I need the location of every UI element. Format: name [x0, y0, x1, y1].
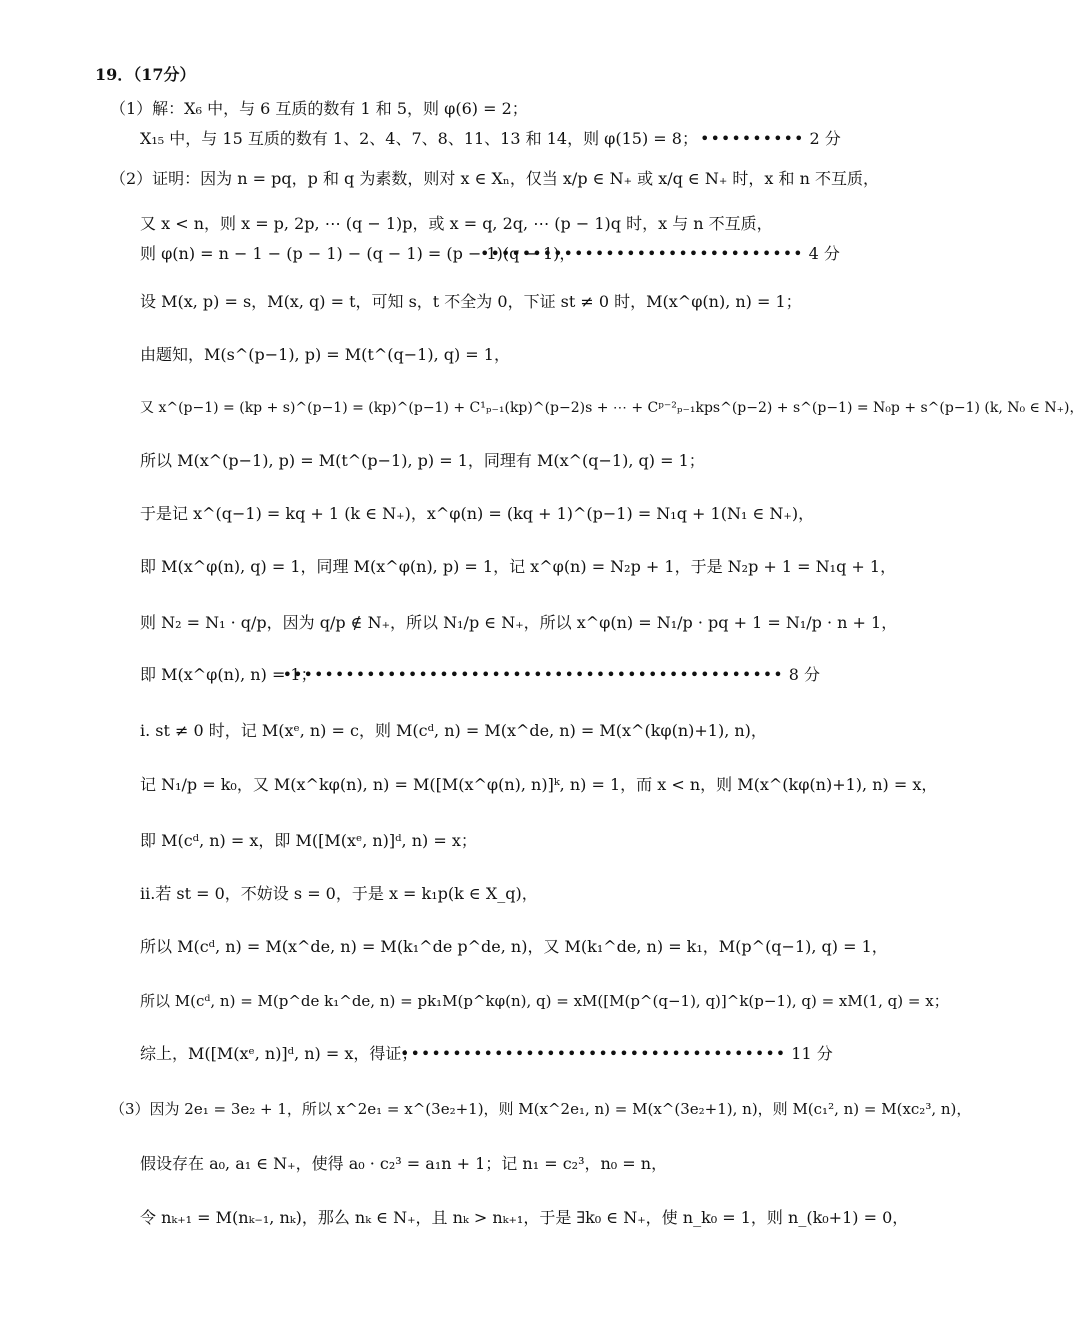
case-i-line-1: i. st ≠ 0 时，记 M(xᵉ, n) = c，则 M(cᵈ, n) = M(x^de, n) = M(x^(kφ(n)+1), n)， [140, 721, 767, 740]
part2-line-9: 即 M(x^φ(n), q) = 1，同理 M(x^φ(n), p) = 1，记 x^φ(n) = N₂p + 1，于是 N₂p + 1 = N₁q + 1， [140, 557, 897, 576]
part1-line-2: X₁₅ 中，与 15 互质的数有 1、2、4、7、8、11、13 和 14，则 φ(15) = 8； [140, 129, 698, 148]
problem-header: 19．（17分） [95, 65, 196, 84]
case-ii-line-3: 所以 M(cᵈ, n) = M(p^de k₁^de, n) = pk₁M(p^kφ(n), q) = xM([M(p^(q−1), q)]^k(p−1), q) = xM(1, q) = x； [140, 992, 949, 1010]
part2-line-10: 则 N₂ = N₁ · q/p，因为 q/p ∉ N₊，所以 N₁/p ∈ N₊，所以 x^φ(n) = N₁/p · pq + 1 = N₁/p · n + 1， [140, 613, 898, 632]
part2-line-3: 则 φ(n) = n − 1 − (p − 1) − (q − 1) = (p − 1)(q − 1)， [140, 244, 576, 263]
part2-line-7: 所以 M(x^(p−1), p) = M(t^(p−1), p) = 1，同理有 M(x^(q−1), q) = 1； [140, 451, 705, 470]
part2-line-5: 由题知，M(s^(p−1), p) = M(t^(q−1), q) = 1， [140, 345, 510, 364]
part3-line-1: （3）因为 2e₁ = 3e₂ + 1，所以 x^2e₁ = x^(3e₂+1)，则 M(x^2e₁, n) = M(x^(3e₂+1), n)，则 M(c₁², n) = M(xc₂³, n)， [110, 1100, 972, 1118]
part1-line-1: （1）解：X₆ 中，与 6 互质的数有 1 和 5，则 φ(6) = 2； [110, 99, 528, 118]
part2-line-6: 又 x^(p−1) = (kp + s)^(p−1) = (kp)^(p−1) + C¹ₚ₋₁(kp)^(p−2)s + ⋯ + Cᵖ⁻²ₚ₋₁kps^(p−2) + s^(p−1) = N₀p + s^(p−1) (k, N₀ ∈ N₊)， [140, 400, 1083, 416]
score-2: •••••••••• 2 分 [700, 129, 841, 148]
part2-line-1: （2）证明：因为 n = pq，p 和 q 为素数，则对 x ∈ Xₙ，仅当 x/p ∈ N₊ 或 x/q ∈ N₊ 时，x 和 n 不互质， [110, 169, 879, 188]
score-4: ••••••••••••••••••••••••••••••• 4 分 [480, 244, 840, 263]
part3-line-3: 令 nₖ₊₁ = M(nₖ₋₁, nₖ)，那么 nₖ ∈ N₊，且 nₖ > nₖ₊₁，于是 ∃k₀ ∈ N₊，使 n_k₀ = 1，则 n_(k₀+1) = 0， [140, 1208, 909, 1227]
case-i-line-2: 记 N₁/p = k₀，又 M(x^kφ(n), n) = M([M(x^φ(n), n)]ᵏ, n) = 1，而 x < n，则 M(x^(kφ(n)+1), n) = x， [140, 775, 938, 794]
case-ii-line-2: 所以 M(cᵈ, n) = M(x^de, n) = M(k₁^de p^de, n)，又 M(k₁^de, n) = k₁，M(p^(q−1), q) = 1， [140, 937, 888, 956]
part2-line-11: 即 M(x^φ(n), n) = 1； [140, 665, 317, 684]
conclusion-line: 综上，M([M(xᵉ, n)]ᵈ, n) = x，得证； [140, 1044, 418, 1063]
part3-line-2: 假设存在 a₀, a₁ ∈ N₊，使得 a₀ · c₂³ = a₁n + 1；记 n₁ = c₂³，n₀ = n， [140, 1154, 668, 1173]
part2-line-8: 于是记 x^(q−1) = kq + 1 (k ∈ N₊)，x^φ(n) = (kq + 1)^(p−1) = N₁q + 1(N₁ ∈ N₊)， [140, 504, 815, 523]
score-8: •••••••••••••••••••••••••••••••••••••••••••••••• 8 分 [282, 665, 820, 684]
part2-line-2: 又 x < n，则 x = p, 2p, ⋯ (q − 1)p，或 x = q, 2q, ⋯ (p − 1)q 时，x 与 n 不互质， [140, 214, 773, 233]
case-i-line-3: 即 M(cᵈ, n) = x，即 M([M(xᵉ, n)]ᵈ, n) = x； [140, 831, 477, 850]
score-11: ••••••••••••••••••••••••••••••••••••• 11 分 [400, 1044, 833, 1063]
part2-line-4: 设 M(x, p) = s，M(x, q) = t，可知 s，t 不全为 0，下证 st ≠ 0 时，M(x^φ(n), n) = 1； [140, 292, 802, 311]
case-ii-line-1: ii.若 st = 0，不妨设 s = 0，于是 x = k₁p(k ∈ X_q)， [140, 884, 538, 903]
